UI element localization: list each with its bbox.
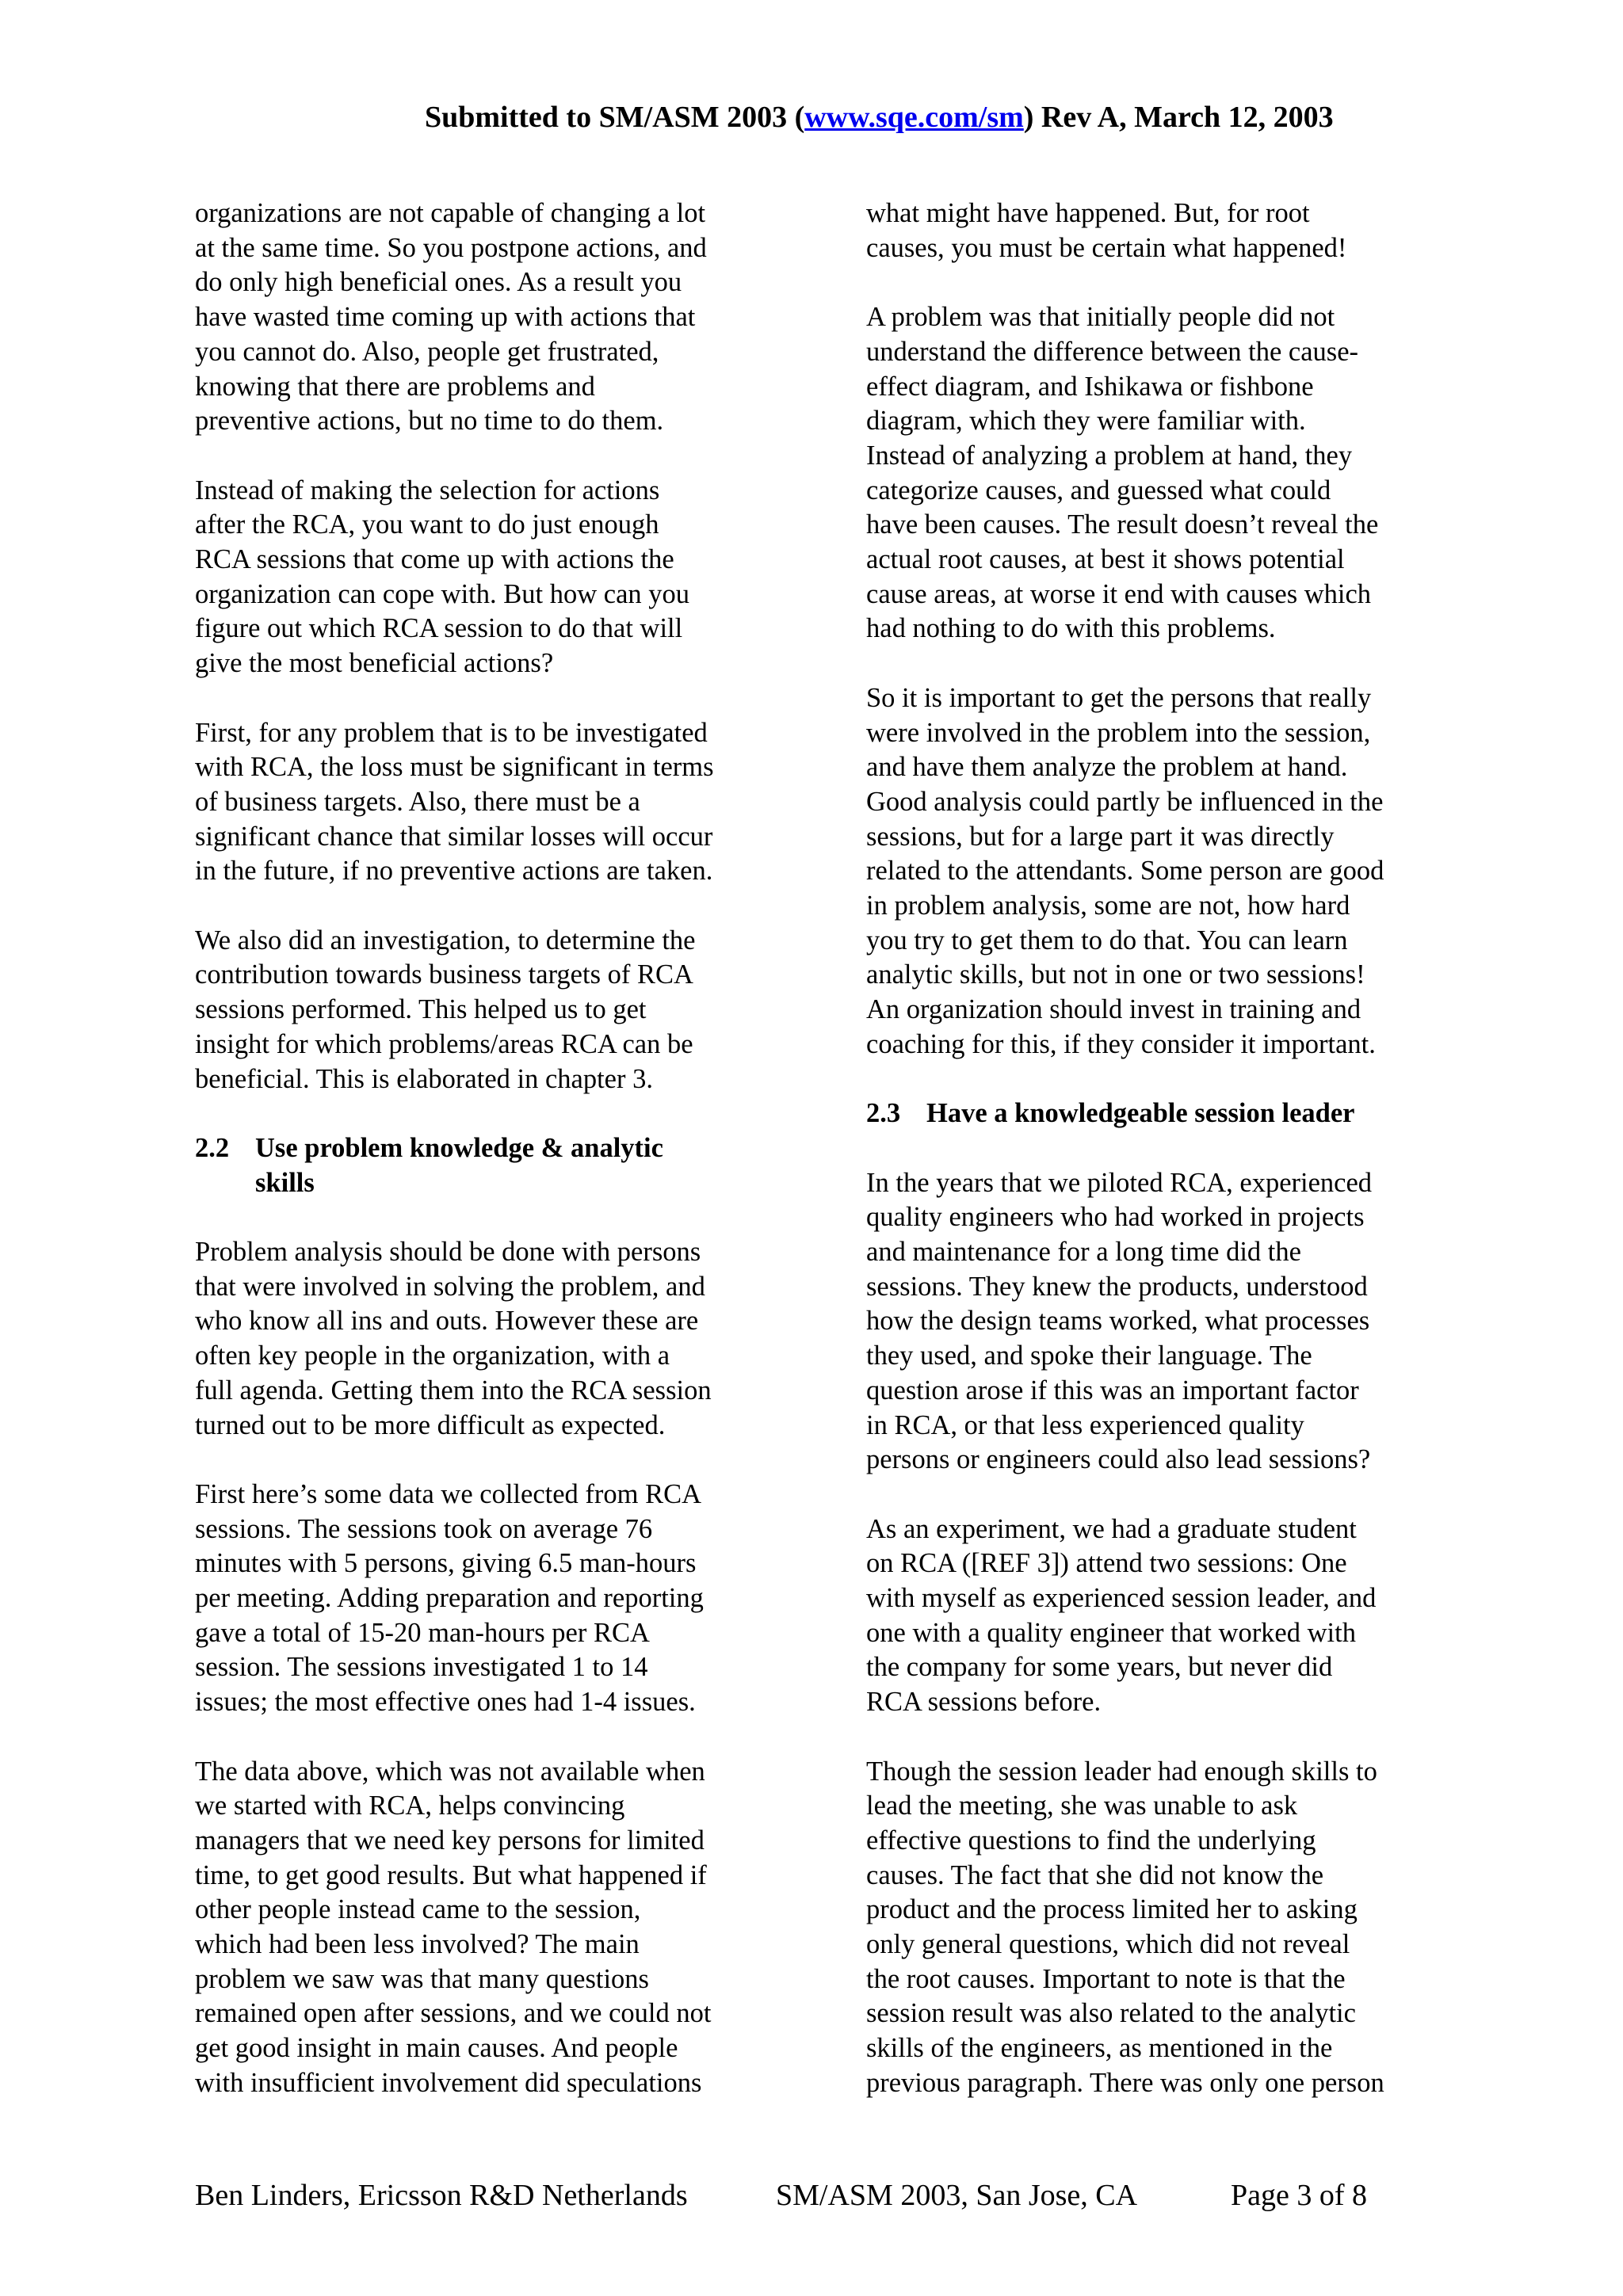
right-column [866,196,1453,2135]
paragraph: what might have happened. But, for root causes, you must be certain what happened! [866,198,1347,263]
paragraph: A problem was that initially people did not understand the difference between the cause- effect diagram, and Ishikawa or fishbone diagram, which they were familiar with. Instead of analyzing a problem at hand, they categorize causes, and guessed what could have been causes. The result doesn’t reveal the actual root causes, at best it shows potential cause areas, at worse it end with causes which had nothing to do with this problems. [866,302,1379,644]
paragraph: organizations are not capable of changing a lot at the same time. So you postpone actions, and do only high beneficial ones. As a result you have wasted time coming up with actions that you cannot do. Also, people get frustrated, knowing that there are problems and preventive actions, but no time to do them. [195,198,707,437]
left-column [195,196,781,2135]
section-heading-2-3 [866,1097,1453,1131]
paragraph: Problem analysis should be done with persons that were involved in solving the problem, and who know all ins and outs. However these are often key people in the organization, with a full agenda. Getting them into the RCA session turned out to be more difficult as expected. [195,1237,712,1440]
footer-conference: SM/ASM 2003, San Jose, CA [776,2179,1138,2212]
section-heading-2-2 [195,1131,781,1200]
paragraph: The data above, which was not available when we started with RCA, helps convincing managers that we need key persons for limited time, to get good results. But what happened if other people instead came to the session, which had been less involved? The main problem we saw was that many questions remained open after sessions, and we could not get good insight in main causes. And people with insufficient involvement did speculations [195,1756,712,2098]
page-header [425,95,1455,139]
section-title: Use problem knowledge & analytic skills [255,1132,663,1198]
page-footer [195,2175,1463,2216]
paragraph: First, for any problem that is to be investigated with RCA, the loss must be significant in terms of business targets. Also, there must be a significant chance that similar losses will occur in the future, if no preventive actions are taken. [195,717,714,887]
section-number: 2.2 [195,1132,230,1163]
paragraph: In the years that we piloted RCA, experienced quality engineers who had worked in projects and maintenance for a long time did the sessions. They knew the products, understood how the design teams worked, what processes they used, and spoke their language. The question arose if this was an important factor in RCA, or that less experienced quality persons or engineers could also lead sessions? [866,1167,1373,1475]
paragraph: So it is important to get the persons that really were involved in the problem into the session, and have them analyze the problem at hand. Good analysis could partly be influenced in the sessions, but for a large part it was directly related to the attendants. Some person are good in problem analysis, some are not, how hard you try to get them to do that. You can learn analytic skills, but not in one or two sessions! An organization should invest in training and coaching for this, if they consider it important. [866,682,1384,1059]
paragraph: Instead of making the selection for actions after the RCA, you want to do just enough RCA sessions that come up with actions the organization can cope with. But how can you figure out which RCA session to do that will give the most beneficial actions? [195,475,690,679]
header-suffix: ) Rev A, March 12, 2003 [1023,101,1334,134]
section-number: 2.3 [866,1098,901,1129]
footer-author: Ben Linders, Ericsson R&D Netherlands [195,2179,688,2212]
paragraph: We also did an investigation, to determine the contribution towards business targets of RCA sessions performed. This helped us to get insight for which problems/areas RCA can be beneficial. This is elaborated in chapter 3. [195,925,696,1094]
paragraph: First here’s some data we collected from RCA sessions. The sessions took on average 76 minutes with 5 persons, giving 6.5 man-hours per meeting. Adding preparation and reporting gave a total of 15-20 man-hours per RCA session. The sessions investigated 1 to 14 issues; the most effective ones had 1-4 issues. [195,1478,704,1718]
header-link[interactable]: www.sqe.com/sm [804,101,1024,134]
paragraph: As an experiment, we had a graduate student on RCA ([REF 3]) attend two sessions: One with myself as experienced session leader, and one with a quality engineer that worked with the company for some years, but never did RCA sessions before. [866,1513,1377,1718]
header-prefix: Submitted to SM/ASM 2003 ( [425,101,805,134]
paragraph: Though the session leader had enough skills to lead the meeting, she was unable to ask effective questions to find the underlying causes. The fact that she did not know the product and the process limited her to asking only general questions, which did not reveal the root causes. Important to note is that the session result was also related to the analytic skills of the engineers, as mentioned in the previous paragraph. There was only one person [866,1756,1384,2098]
footer-page-number: Page 3 of 8 [1231,2179,1368,2212]
section-title: Have a knowledgeable session leader [926,1098,1355,1129]
